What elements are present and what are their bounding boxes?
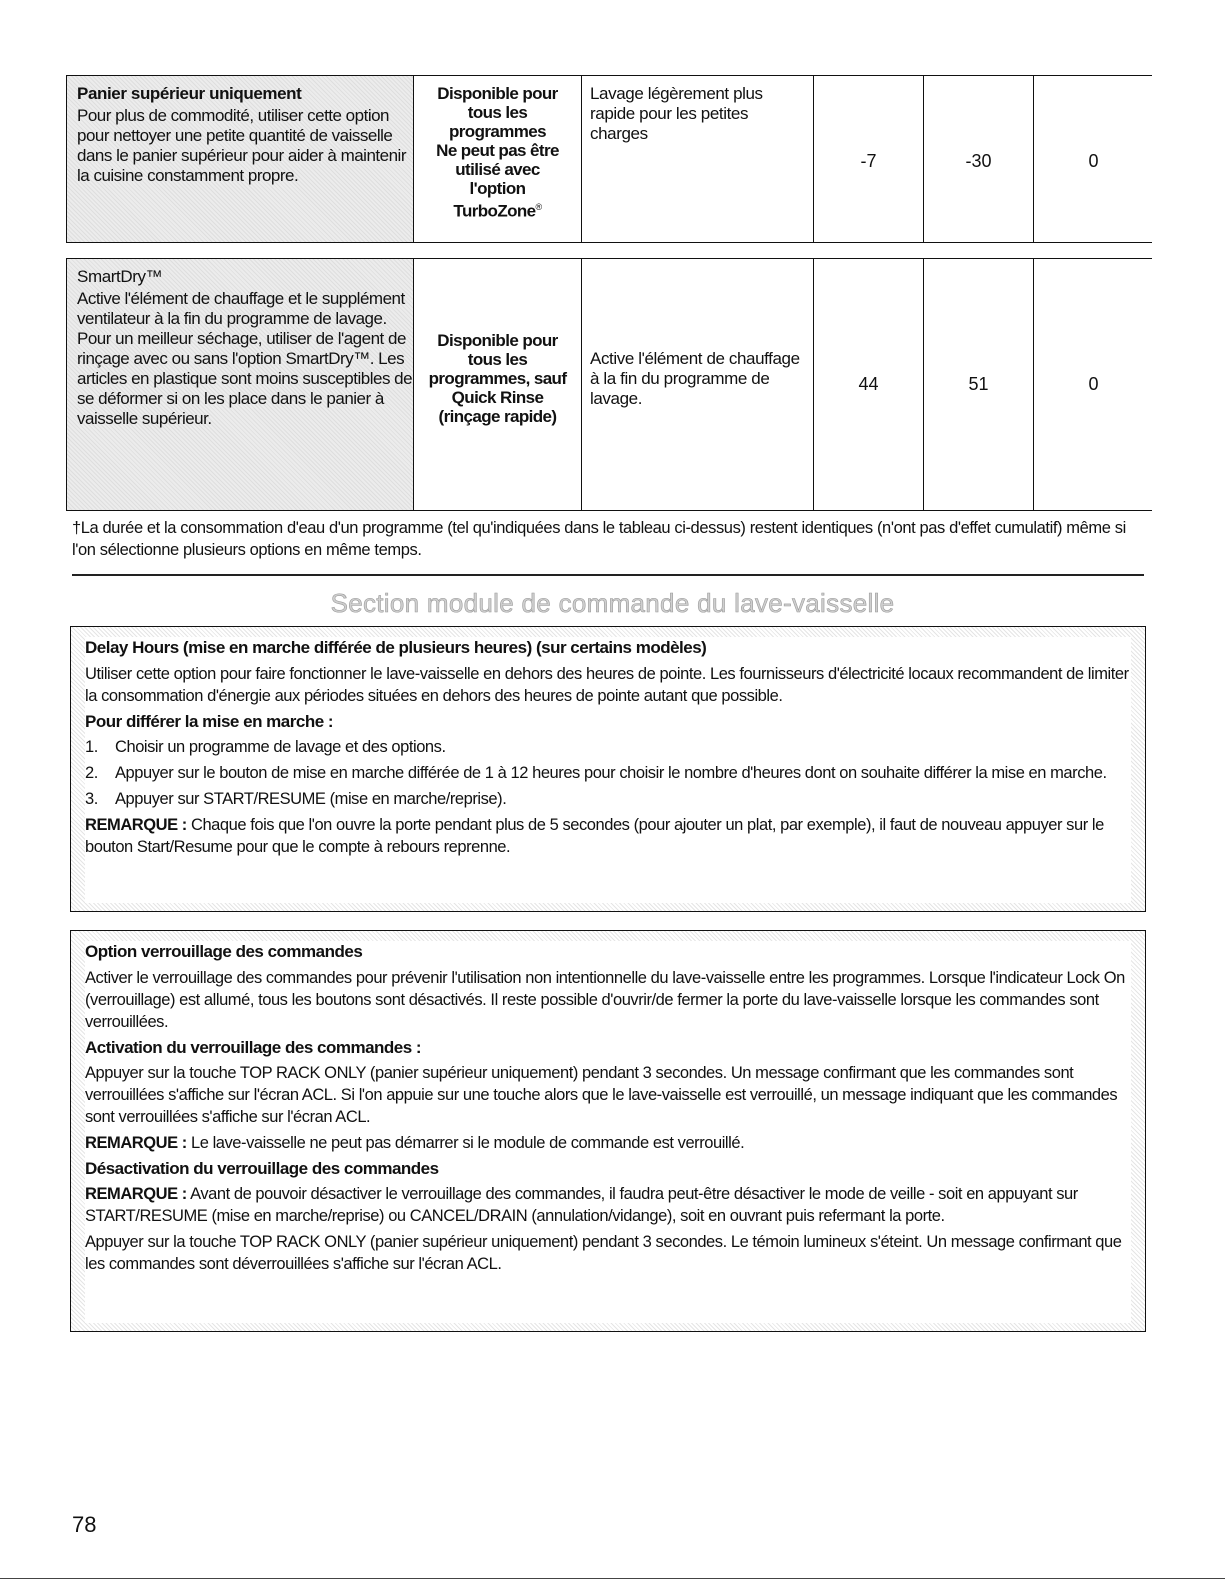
value-3: 0 bbox=[1088, 151, 1099, 171]
step-number: 2. bbox=[85, 764, 98, 782]
availability-line: tous les bbox=[467, 103, 528, 122]
deactivation-title: Désactivation du verrouillage des commandes bbox=[85, 1159, 439, 1178]
availability-line: Quick Rinse bbox=[451, 388, 544, 407]
value-1: 44 bbox=[858, 374, 879, 394]
delay-hours-subtitle: Pour différer la mise en marche : bbox=[85, 712, 334, 731]
option-cell bbox=[67, 76, 413, 242]
note-text: Avant de pouvoir désactiver le verrouillage des commandes, il faudra peut-être désactiver le mode de veille - soit en appuyant sur START/RESUME (mise en marche/reprise) ou CANCEL/DRAIN (annulation/vidange), soit en ouvrant puis refermant la porte. bbox=[85, 1185, 1078, 1225]
brand-name: TurboZone bbox=[453, 201, 536, 221]
availability-line: Disponible pour bbox=[437, 84, 558, 103]
section-title: Section module de commande du lave-vaisselle bbox=[330, 588, 895, 618]
divider bbox=[72, 574, 1144, 576]
registered-mark: ® bbox=[535, 202, 542, 212]
availability-line: programmes bbox=[449, 122, 546, 141]
option-cell bbox=[67, 259, 413, 510]
availability-cell bbox=[413, 76, 581, 242]
deactivation-text: Appuyer sur la touche TOP RACK ONLY (panier supérieur uniquement) pendant 3 secondes. Le témoin lumineux s'éteint. Un message confirmant que les commandes sont déverrouillées s'affiche sur l'écran ACL. bbox=[85, 1233, 1122, 1273]
availability-line bbox=[418, 198, 577, 221]
delay-hours-title: Delay Hours (mise en marche différée de plusieurs heures) (sur certains modèles) bbox=[85, 638, 707, 657]
note-label: REMARQUE : bbox=[85, 1134, 187, 1152]
option-title: SmartDry™ bbox=[77, 267, 163, 286]
step-text: Appuyer sur le bouton de mise en marche différée de 1 à 12 heures pour choisir le nombre d'heures dont on souhaite différer la mise en marche. bbox=[115, 764, 1107, 782]
option-description: Active l'élément de chauffage et le supplément ventilateur à la fin du programme de lavage. Pour un meilleur séchage, utiliser de l'agent de rinçage avec ou sans l'option SmartDry™. Les articles en plastique sont moins susceptibles de se déformer si on les place dans le panier à vaisselle supérieur. bbox=[77, 289, 413, 428]
footnote: †La durée et la consommation d'eau d'un programme (tel qu'indiquées dans le tableau ci-dessus) restent identiques (n'ont pas d'effet cumulatif) même si l'on sélectionne plusieurs options en même temps. bbox=[72, 519, 1126, 559]
effect-cell: Lavage légèrement plus rapide pour les petites charges bbox=[581, 76, 813, 242]
note-text: Le lave-vaisselle ne peut pas démarrer si le module de commande est verrouillé. bbox=[186, 1134, 745, 1152]
step-item bbox=[85, 762, 1131, 784]
delay-hours-box bbox=[70, 626, 1146, 912]
value-cell bbox=[813, 259, 923, 510]
activation-text: Appuyer sur la touche TOP RACK ONLY (panier supérieur uniquement) pendant 3 secondes. Un message confirmant que les commandes sont verrouillées s'affiche sur l'écran ACL. Si l'on appuie sur une touche alors que le lave-vaisselle est verrouillé, un message indiquant que les commandes sont verrouillées s'affiche sur l'écran ACL. bbox=[85, 1064, 1118, 1126]
availability-line: Ne peut pas être bbox=[436, 141, 559, 160]
availability-line: l'option bbox=[469, 179, 526, 198]
step-number: 1. bbox=[85, 738, 98, 756]
lock-note-2 bbox=[85, 1183, 1131, 1227]
note-label: REMARQUE : bbox=[85, 1185, 187, 1203]
page-number: 78 bbox=[72, 1512, 97, 1537]
note-label: REMARQUE : bbox=[85, 816, 187, 834]
value-2: -30 bbox=[965, 151, 992, 171]
note-text: Chaque fois que l'on ouvre la porte pendant plus de 5 secondes (pour ajouter un plat, par exemple), il faut de nouveau appuyer sur le bouton Start/Resume pour que le compte à rebours reprenne. bbox=[85, 816, 1104, 856]
value-cell bbox=[923, 259, 1033, 510]
effect-cell: Active l'élément de chauffage à la fin du programme de lavage. bbox=[581, 259, 813, 510]
option-title: Panier supérieur uniquement bbox=[77, 84, 302, 103]
bottom-divider bbox=[0, 1578, 1225, 1579]
lock-note-1 bbox=[85, 1132, 1131, 1154]
value-2: 51 bbox=[968, 374, 989, 394]
value-cell bbox=[1033, 259, 1153, 510]
value-cell bbox=[923, 76, 1033, 242]
activation-title: Activation du verrouillage des commandes : bbox=[85, 1038, 422, 1057]
value-cell bbox=[1033, 76, 1153, 242]
options-table-top-rack bbox=[66, 75, 1152, 243]
step-item bbox=[85, 788, 1131, 810]
control-lock-intro: Activer le verrouillage des commandes pour prévenir l'utilisation non intentionnelle du lave-vaisselle entre les programmes. Lorsque l'indicateur Lock On (verrouillage) est allumé, tous les boutons sont désactivés. Il reste possible d'ouvrir/de fermer la porte du lave-vaisselle lorsque les commandes sont verrouillées. bbox=[85, 969, 1125, 1031]
step-text: Appuyer sur START/RESUME (mise en marche/reprise). bbox=[115, 790, 507, 808]
delay-steps-list bbox=[85, 736, 1131, 810]
availability-cell bbox=[413, 259, 581, 510]
step-number: 3. bbox=[85, 790, 98, 808]
delay-note bbox=[85, 814, 1131, 858]
options-table-smartdry bbox=[66, 258, 1152, 511]
availability-line: (rinçage rapide) bbox=[438, 407, 557, 426]
availability-line: utilisé avec bbox=[455, 160, 540, 179]
value-1: -7 bbox=[860, 151, 877, 171]
step-text: Choisir un programme de lavage et des options. bbox=[115, 738, 446, 756]
control-lock-title: Option verrouillage des commandes bbox=[85, 942, 363, 961]
option-description: Pour plus de commodité, utiliser cette option pour nettoyer une petite quantité de vaisselle dans le panier supérieur pour aider à maintenir la cuisine constamment propre. bbox=[77, 106, 406, 185]
value-cell bbox=[813, 76, 923, 242]
value-3: 0 bbox=[1088, 374, 1099, 394]
availability-line: tous les bbox=[467, 350, 528, 369]
availability-line: Disponible pour bbox=[437, 331, 558, 350]
availability-line: programmes, sauf bbox=[428, 369, 567, 388]
control-lock-box bbox=[70, 930, 1146, 1332]
step-item bbox=[85, 736, 1131, 758]
delay-hours-intro: Utiliser cette option pour faire fonctionner le lave-vaisselle en dehors des heures de pointe. Les fournisseurs d'électricité locaux recommandent de limiter la consommation d'énergie aux périodes situées en dehors des heures de pointe autant que possible. bbox=[85, 665, 1129, 705]
